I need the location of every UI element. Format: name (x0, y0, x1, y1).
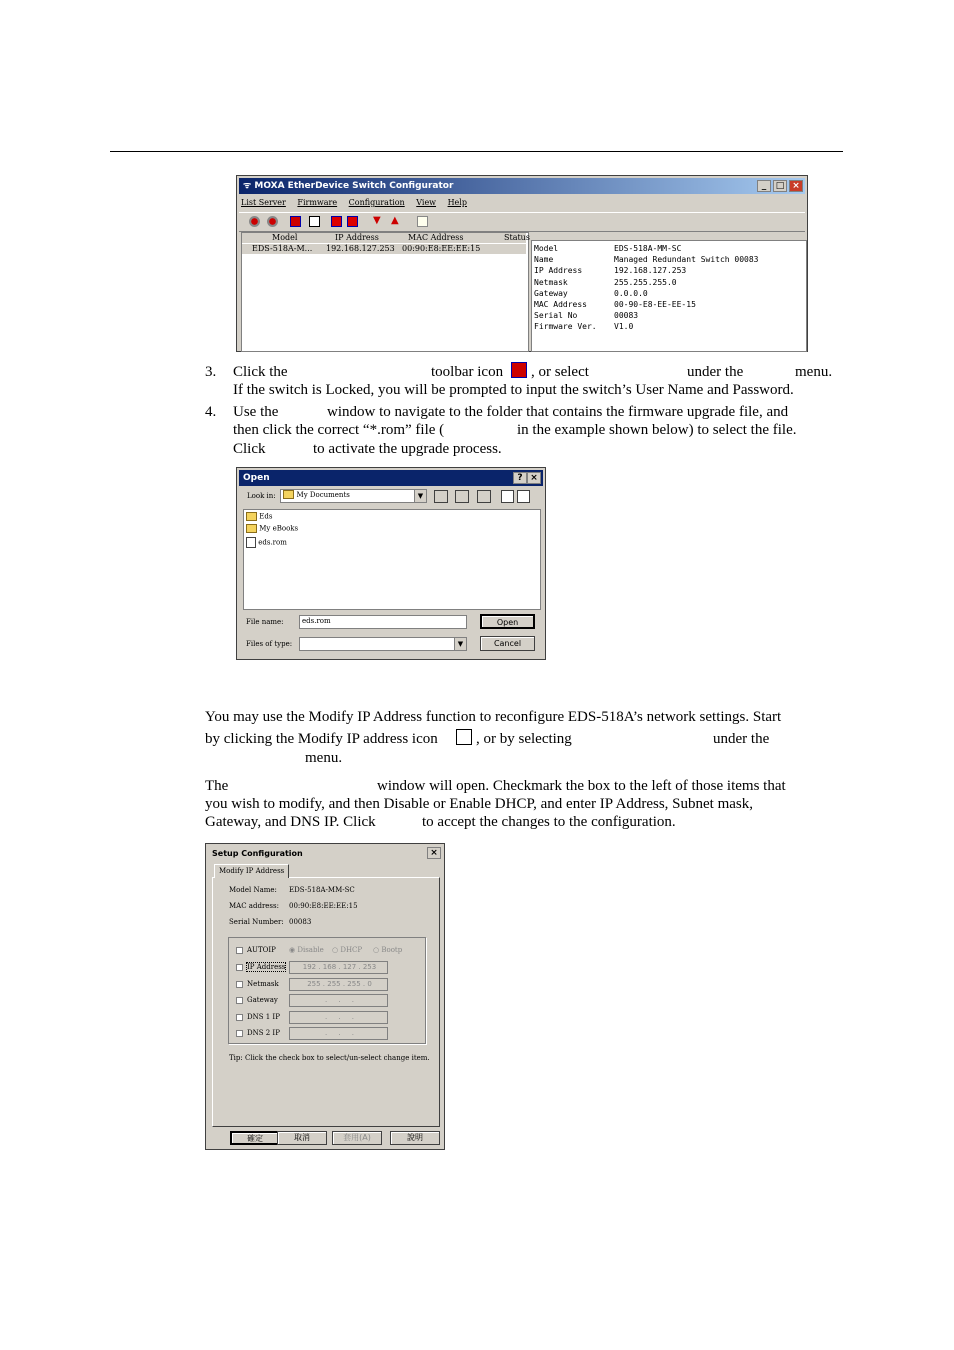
menu-list-server[interactable]: List Server (241, 198, 286, 207)
step3-text-e: menu. (795, 364, 833, 380)
folder-icon (283, 490, 294, 499)
ok-button[interactable]: 確定 (230, 1131, 280, 1145)
item-label: DNS 2 IP (247, 1029, 280, 1037)
menu-help[interactable]: Help (447, 198, 467, 207)
detail-key: IP Address (534, 266, 583, 276)
mac-value: 00:90:E8:EE:EE:15 (289, 902, 358, 910)
menu-view[interactable]: View (416, 198, 437, 207)
setup-line1-a: The (205, 778, 229, 794)
close-button[interactable]: × (427, 847, 441, 859)
detail-key: Model (534, 244, 559, 253)
list-view-icon[interactable] (501, 490, 514, 503)
col-status[interactable]: Status (504, 233, 530, 242)
files-of-type-select[interactable] (299, 637, 467, 651)
intro-line2-b: , or by selecting (476, 731, 572, 747)
table-row[interactable] (242, 244, 526, 254)
step4-text-a: Use the (233, 404, 279, 420)
detail-row (534, 265, 759, 276)
configurator-menu-bar (241, 198, 476, 207)
detail-value: Managed Redundant Switch 00083 (614, 255, 759, 265)
mac-label: MAC address: (229, 902, 279, 910)
open-button[interactable]: Open (480, 614, 535, 629)
look-in-label: Look in: (247, 492, 276, 500)
step3-text-b: toolbar icon (431, 364, 504, 380)
intro-line2-a: by clicking the Modify IP address icon (205, 731, 438, 747)
detail-value: 00083 (614, 311, 639, 321)
antenna-icon: ᯤ (243, 181, 252, 191)
col-mac[interactable]: MAC Address (408, 233, 464, 242)
configurator-title-bar (239, 178, 805, 194)
detail-value: 192.168.127.253 (614, 266, 687, 276)
about-icon[interactable] (417, 216, 428, 227)
export-config-icon[interactable] (347, 216, 358, 227)
open-title: Open (243, 473, 270, 483)
step3-number: 3. (205, 364, 217, 380)
minimize-button[interactable]: _ (757, 180, 771, 192)
detail-key: Gateway (534, 288, 568, 298)
step4-number: 4. (205, 404, 217, 420)
item-checkbox[interactable] (236, 981, 243, 988)
radio-bootp[interactable]: ○ Bootp (373, 946, 403, 954)
detail-key: Firmware Ver. (534, 322, 597, 332)
detail-key: MAC Address (534, 300, 587, 310)
chevron-down-icon[interactable]: ▼ (414, 490, 426, 502)
step4-line2-b: in the example shown below) to select the file. (517, 422, 797, 438)
ip-value: 255 . 255 . 255 . 0 (307, 979, 372, 988)
help-button[interactable]: 說明 (390, 1131, 440, 1145)
row-mac: 00:90:E8:EE:EE:15 (402, 244, 481, 253)
folder-icon (246, 512, 257, 521)
setup-line3-a: Gateway, and DNS IP. Click (205, 814, 376, 830)
list-header (242, 233, 530, 243)
details-pane (531, 240, 807, 352)
ip-input[interactable] (289, 978, 388, 991)
setup-line3-b: to accept the changes to the configuration. (422, 814, 676, 830)
detail-row (534, 288, 759, 299)
intro-line3: menu. (305, 750, 343, 766)
list-item[interactable] (246, 512, 272, 521)
detail-value: 255.255.255.0 (614, 277, 677, 287)
switch-list (241, 232, 529, 352)
item-checkbox[interactable] (236, 964, 243, 971)
chevron-down-icon[interactable]: ▼ (454, 638, 466, 650)
detail-key: Serial No (534, 311, 578, 321)
toolbar (239, 212, 805, 232)
intro-line2-c: under the (713, 731, 770, 747)
row-model: EDS-518A-M... (252, 244, 313, 253)
col-model[interactable]: Model (272, 233, 298, 242)
detail-value: V1.0 (614, 322, 634, 332)
folder-icon (246, 524, 257, 533)
unlock-icon[interactable]: ▲ (391, 215, 399, 226)
rom-file-icon (246, 537, 256, 548)
detail-row (534, 277, 759, 288)
detail-row (534, 321, 759, 332)
search-icon[interactable] (249, 216, 260, 227)
look-in-value: My Documents (296, 491, 350, 499)
detail-row (534, 310, 759, 321)
search-unlocked-icon[interactable] (267, 216, 278, 227)
row-ip: 192.168.127.253 (326, 244, 395, 253)
ip-value: 192 . 168 . 127 . 253 (302, 963, 377, 971)
upgrade-firmware-icon[interactable] (290, 216, 301, 227)
list-item[interactable] (246, 537, 287, 548)
modify-ip-icon (456, 729, 472, 745)
details-view-icon[interactable] (517, 490, 530, 503)
up-folder-icon[interactable] (434, 490, 448, 503)
item-label: Netmask (247, 979, 279, 988)
file-name: Eds (259, 512, 273, 521)
serial-label: Serial Number: (229, 918, 284, 926)
menu-configuration[interactable]: Configuration (348, 198, 405, 207)
radio-bootp-label: Bootp (381, 946, 403, 954)
intro-line1: You may use the Modify IP Address function to reconfigure EDS-518A’s network settings. Start (205, 709, 782, 725)
cancel-button[interactable]: Cancel (480, 636, 535, 651)
radio-disable-label: Disable (297, 946, 324, 954)
apply-button[interactable]: 套用(A) (332, 1131, 382, 1145)
setup-line1-b: window will open. Checkmark the box to the left of those items that (377, 778, 786, 794)
setup-dialog (205, 843, 445, 1150)
item-label: Gateway (247, 996, 278, 1004)
step4-line3-a: Click (233, 441, 266, 457)
item-checkbox[interactable] (236, 1014, 243, 1021)
file-name-label: File name: (246, 618, 284, 626)
item-label: DNS 1 IP (247, 1012, 280, 1021)
detail-key: Name (534, 255, 554, 265)
radio-dhcp-label: DHCP (340, 946, 363, 954)
step4-line3-b: to activate the upgrade process. (313, 441, 502, 457)
tip-text: Tip: Click the check box to select/un-select change item. (229, 1054, 430, 1062)
step3-text-c: , or select (531, 364, 589, 380)
desktop-icon[interactable] (455, 490, 469, 503)
menu-firmware[interactable]: Firmware (297, 198, 338, 207)
setup-title: Setup Configuration (212, 849, 303, 858)
detail-value: 00-90-E8-EE-EE-15 (614, 300, 696, 310)
modify-ip-icon[interactable] (309, 216, 320, 227)
radio-disable[interactable]: ◉ Disable (289, 946, 324, 954)
list-item[interactable] (246, 524, 298, 533)
tab-modify-ip[interactable] (214, 864, 289, 878)
col-ip[interactable]: IP Address (335, 233, 379, 242)
detail-value: 0.0.0.0 (614, 288, 648, 298)
step4-text-b: window to navigate to the folder that contains the firmware upgrade file, and (327, 404, 789, 420)
close-button[interactable]: × (527, 472, 541, 484)
header-rule (110, 151, 843, 152)
autoip-checkbox[interactable] (236, 947, 243, 954)
ip-input[interactable] (289, 1011, 388, 1024)
file-name-value: eds.rom (302, 617, 331, 625)
cancel-button[interactable]: 取消 (277, 1131, 327, 1145)
tab-label: Modify IP Address (219, 867, 285, 875)
detail-row (534, 243, 759, 254)
file-name: My eBooks (259, 524, 299, 533)
detail-key: Netmask (534, 277, 568, 287)
files-of-type-label: Files of type: (246, 640, 293, 648)
step3-line2: If the switch is Locked, you will be prompted to input the switch’s User Name and Password. (233, 382, 794, 398)
ip-input[interactable] (289, 994, 388, 1007)
detail-row (534, 254, 759, 265)
ip-input[interactable] (289, 961, 388, 974)
item-label: IP Address (247, 963, 286, 971)
detail-value: EDS-518A-MM-SC (614, 244, 682, 253)
step3-text-a: Click the (233, 364, 288, 380)
setup-line2: you wish to modify, and then Disable or Enable DHCP, and enter IP Address, Subnet mask, (205, 796, 753, 812)
radio-dhcp[interactable]: ○ DHCP (332, 946, 363, 954)
open-title-bar (239, 470, 543, 486)
new-folder-icon[interactable] (477, 490, 491, 503)
step3-text-d: under the (687, 364, 744, 380)
upgrade-firmware-icon (511, 362, 527, 378)
ip-input[interactable] (289, 1027, 388, 1040)
step4-line2-a: then click the correct “*.rom” file ( (233, 422, 445, 438)
configurator-title: MOXA EtherDevice Switch Configurator (254, 181, 454, 191)
autoip-label: AUTOIP (247, 946, 276, 954)
ip-value: . . . (325, 1029, 354, 1037)
file-name-input[interactable] (299, 615, 467, 629)
detail-row (534, 299, 759, 310)
close-button[interactable]: × (789, 180, 803, 192)
maximize-button[interactable]: □ (773, 180, 787, 192)
file-name: eds.rom (258, 538, 287, 547)
look-in-select[interactable] (280, 489, 427, 503)
import-config-icon[interactable] (331, 216, 342, 227)
lock-icon[interactable]: ▼ (373, 215, 381, 226)
item-checkbox[interactable] (236, 997, 243, 1004)
item-checkbox[interactable] (236, 1030, 243, 1037)
ip-value: . . . (325, 1012, 354, 1021)
ip-value: . . . (325, 996, 354, 1004)
model-value: EDS-518A-MM-SC (289, 886, 355, 894)
open-dialog (236, 467, 546, 660)
file-list (243, 509, 541, 610)
help-button[interactable]: ? (513, 472, 527, 484)
configurator-window (236, 175, 808, 352)
serial-value: 00083 (289, 918, 312, 926)
setup-title-bar (208, 846, 442, 862)
model-label: Model Name: (229, 886, 277, 894)
